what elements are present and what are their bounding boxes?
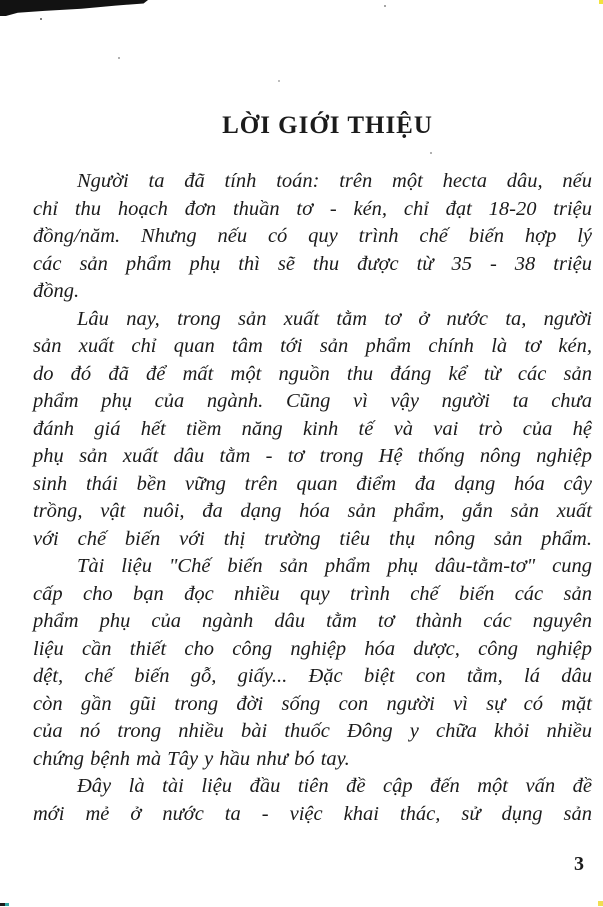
text-line: sản xuất chỉ quan tâm tới sản phẩm chính là tơ kén, (33, 335, 592, 357)
scan-artifact-dot (40, 18, 42, 20)
text-line: Đây là tài liệu đầu tiên đề cập đến một vấn đề (77, 775, 592, 797)
text-line: đánh giá hết tiềm năng kinh tế và vai trò của hệ (33, 417, 592, 440)
scan-artifact-dash-bottom-left-teal (5, 903, 9, 906)
text-line: còn gần gũi trong đời sống con người vì sự có mặt (33, 692, 592, 715)
text-line: cấp cho bạn đọc nhiều quy trình chế biến các sản (33, 582, 592, 605)
text-line: chứng bệnh mà Tây y hầu như bó tay. (33, 747, 350, 770)
text-line: mới mẻ ở nước ta - việc khai thác, sử dụng sản (33, 802, 592, 825)
text-line: phẩm phụ của ngành. Cũng vì vậy người ta chưa (33, 390, 592, 412)
text-line: đồng/năm. Nhưng nếu có quy trình chế biến hợp lý (33, 225, 592, 247)
text-line: chỉ thu hoạch đơn thuần tơ - kén, chỉ đạt 18-20 triệu (33, 197, 592, 220)
body-text (33, 168, 592, 828)
text-line: của nó trong nhiều bài thuốc Đông y chữa khỏi nhiều (33, 720, 592, 742)
text-line: đồng. (33, 280, 80, 302)
text-line: với chế biến với thị trường tiêu thụ nông sản phẩm. (33, 527, 592, 550)
scan-artifact-corner-shadow-top-left (0, 0, 148, 16)
text-line: các sản phẩm phụ thì sẽ thu được từ 35 - 38 triệu (33, 252, 592, 275)
text-line: liệu cần thiết cho công nghiệp hóa dược, công nghiệp (33, 637, 592, 660)
scan-artifact-speck-top-right (599, 0, 603, 4)
text-line: Lâu nay, trong sản xuất tằm tơ ở nước ta, người (77, 307, 592, 330)
scan-artifact-dot (384, 5, 386, 7)
scan-artifact-dot (430, 152, 432, 154)
text-line: Người ta đã tính toán: trên một hecta dâu, nếu (77, 170, 592, 192)
text-line: dệt, chế biến gỗ, giấy... Đặc biệt con tằm, lá dâu (33, 665, 592, 687)
page-number: 3 (574, 853, 584, 875)
text-line: phẩm phụ của ngành dâu tằm tơ thành các nguyên (33, 610, 592, 632)
text-line: Tài liệu "Chế biến sản phẩm phụ dâu-tằm-tơ" cung (77, 555, 592, 577)
text-line: trồng, vật nuôi, đa dạng hóa sản phẩm, gắn sản xuất (33, 500, 592, 522)
page-title: LỜI GIỚI THIỆU (222, 112, 433, 139)
text-line: phụ sản xuất dâu tằm - tơ trong Hệ thống nông nghiệp (33, 445, 592, 467)
scan-artifact-dot (118, 57, 120, 59)
scan-artifact-speck-bottom-right (598, 901, 603, 906)
text-line: do đó đã để mất một nguồn thu đáng kể từ các sản (33, 362, 592, 385)
text-line: sinh thái bền vững trên quan điểm đa dạng hóa cây (33, 472, 592, 495)
scan-artifact-dot (278, 80, 280, 82)
